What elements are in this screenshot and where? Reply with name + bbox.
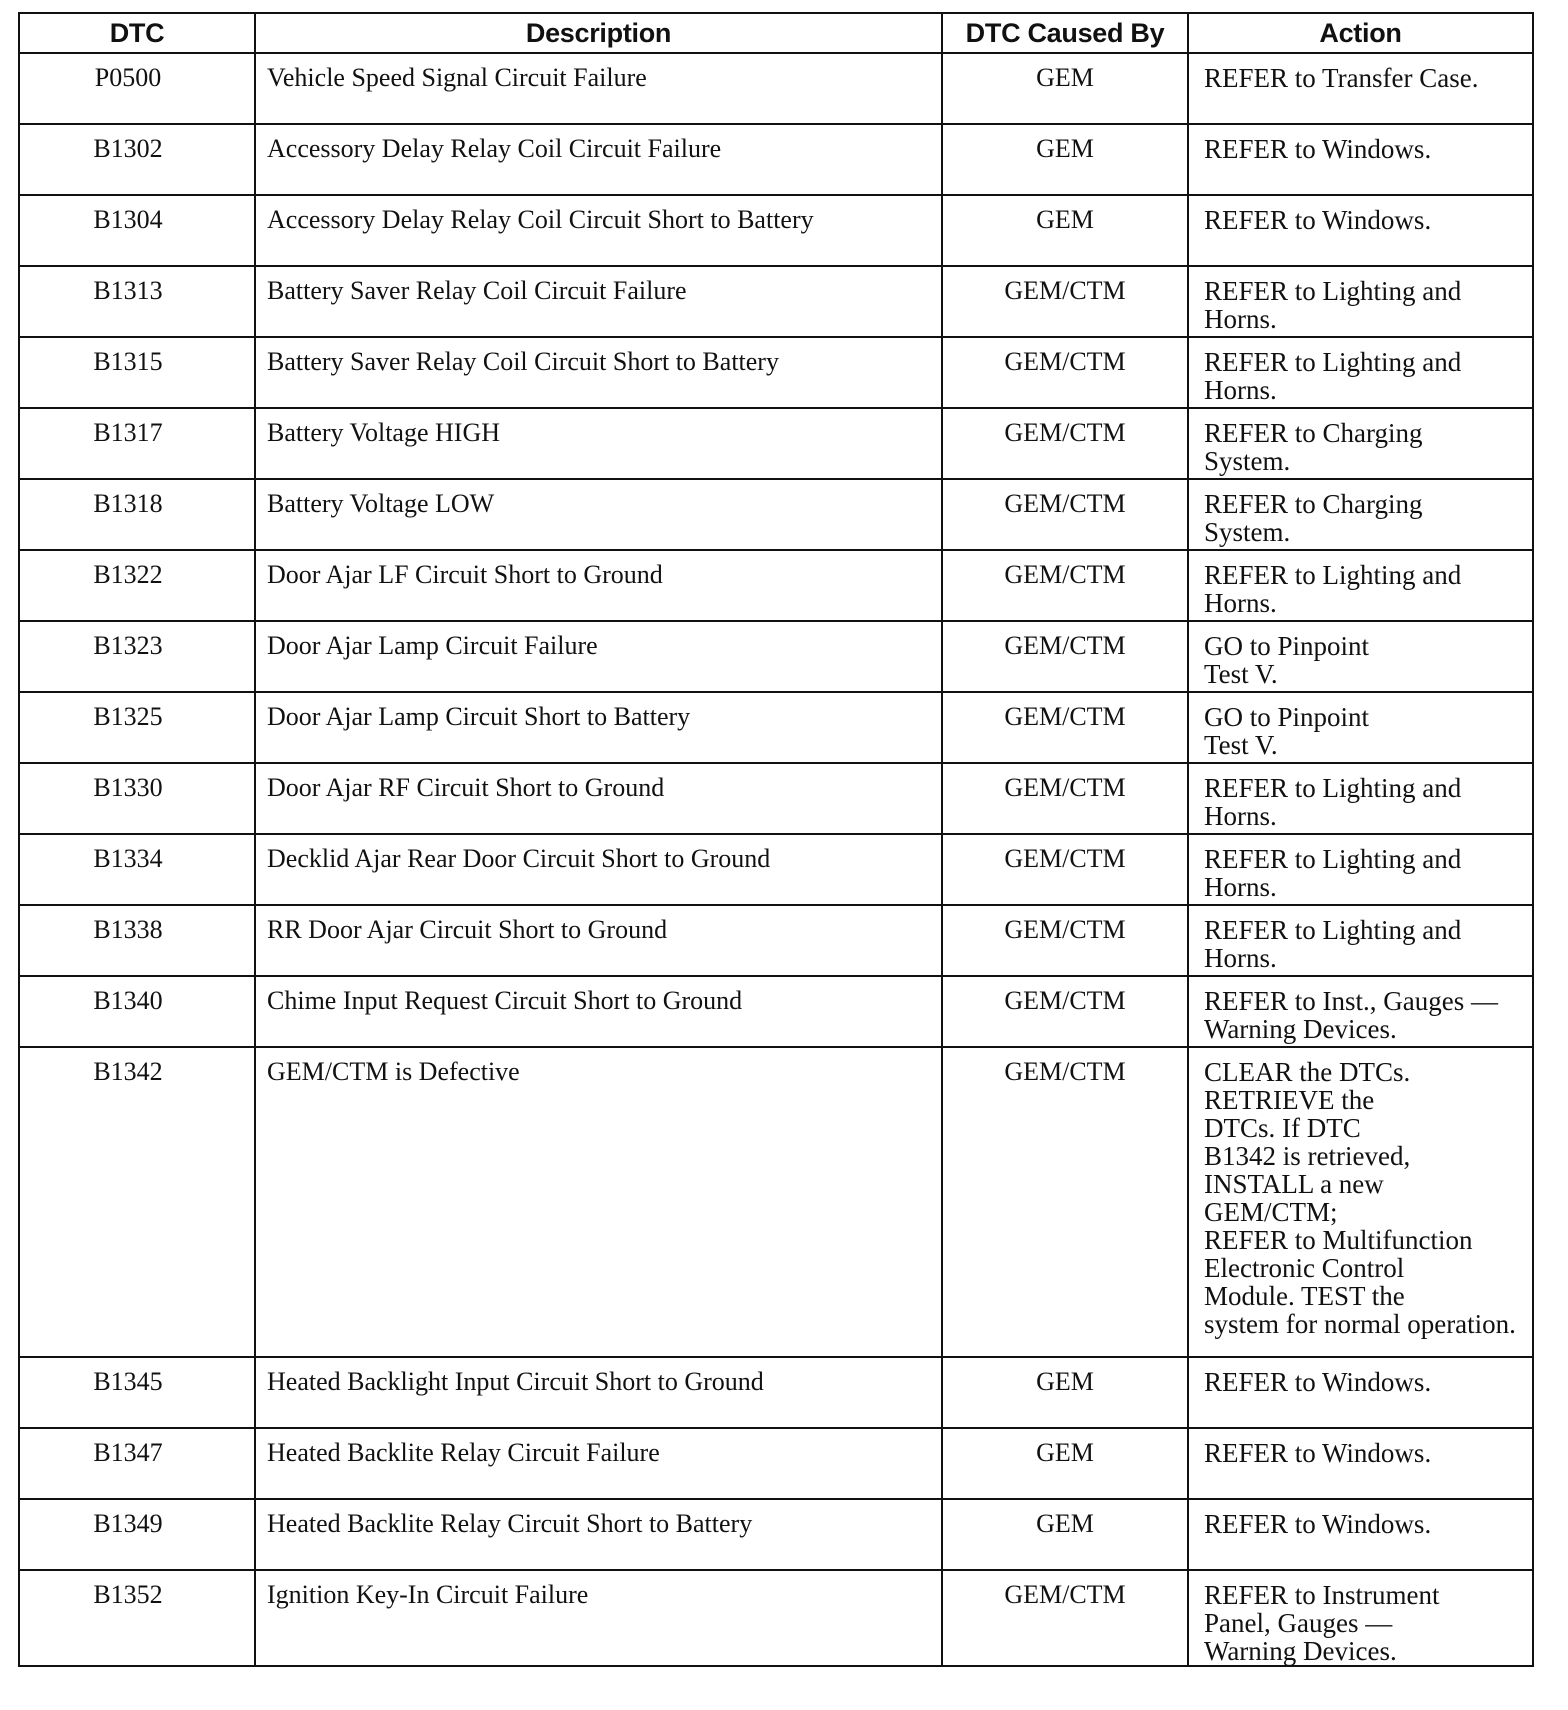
dtc-code: B1304 — [93, 205, 163, 234]
dtc-code: B1340 — [93, 986, 163, 1015]
dtc-description: Battery Saver Relay Coil Circuit Short to Battery — [267, 347, 779, 376]
dtc-caused-by-cell — [942, 1570, 1188, 1666]
dtc-action: REFER to Lighting and Horns. — [1204, 560, 1462, 618]
dtc-caused-by: GEM/CTM — [1004, 347, 1126, 376]
dtc-description: Heated Backlite Relay Circuit Short to Battery — [267, 1509, 753, 1538]
dtc-caused-by: GEM/CTM — [1004, 1580, 1126, 1609]
dtc-description-cell — [255, 905, 942, 976]
dtc-caused-by-cell — [942, 124, 1188, 195]
dtc-description: Heated Backlite Relay Circuit Failure — [267, 1438, 660, 1467]
dtc-caused-by: GEM/CTM — [1004, 986, 1126, 1015]
dtc-code-cell — [19, 834, 255, 905]
table-header — [19, 13, 1533, 53]
dtc-action-cell — [1188, 976, 1533, 1047]
dtc-description-cell — [255, 550, 942, 621]
table-row — [19, 479, 1533, 550]
dtc-description-cell — [255, 195, 942, 266]
dtc-description-cell — [255, 53, 942, 124]
dtc-code-cell — [19, 479, 255, 550]
dtc-action-cell — [1188, 266, 1533, 337]
dtc-code-cell — [19, 337, 255, 408]
table-row — [19, 692, 1533, 763]
dtc-action: REFER to Lighting and Horns. — [1204, 347, 1462, 405]
dtc-code: B1322 — [93, 560, 163, 589]
dtc-caused-by-cell — [942, 1428, 1188, 1499]
dtc-action: REFER to Charging System. — [1204, 418, 1423, 476]
dtc-description: Accessory Delay Relay Coil Circuit Short to Battery — [267, 205, 814, 234]
dtc-action: REFER to Transfer Case. — [1204, 63, 1479, 93]
table-row — [19, 266, 1533, 337]
dtc-description-cell — [255, 479, 942, 550]
dtc-code: B1349 — [93, 1509, 163, 1538]
table-row — [19, 53, 1533, 124]
dtc-code: B1334 — [93, 844, 163, 873]
dtc-action-cell — [1188, 905, 1533, 976]
table-row — [19, 337, 1533, 408]
dtc-action-cell — [1188, 337, 1533, 408]
dtc-code-cell — [19, 692, 255, 763]
dtc-action-cell — [1188, 479, 1533, 550]
dtc-caused-by-cell — [942, 550, 1188, 621]
dtc-description: Accessory Delay Relay Coil Circuit Failure — [267, 134, 722, 163]
dtc-code-cell — [19, 266, 255, 337]
dtc-code: B1318 — [93, 489, 163, 518]
dtc-action: REFER to Lighting and Horns. — [1204, 276, 1462, 334]
dtc-caused-by-cell — [942, 266, 1188, 337]
dtc-code-cell — [19, 1047, 255, 1357]
dtc-caused-by-cell — [942, 1499, 1188, 1570]
dtc-description: Battery Voltage LOW — [267, 489, 495, 518]
dtc-caused-by: GEM/CTM — [1004, 702, 1126, 731]
dtc-code: B1315 — [93, 347, 163, 376]
dtc-code-cell — [19, 1428, 255, 1499]
dtc-description-cell — [255, 692, 942, 763]
dtc-code: B1342 — [93, 1057, 163, 1086]
dtc-action: CLEAR the DTCs. RETRIEVE the DTCs. If DTC B1342 is retrieved, INSTALL a new GEM/CTM; REFER to Multifunction Electronic Control Module. TEST the system for normal operation. — [1204, 1057, 1516, 1339]
dtc-caused-by-cell — [942, 692, 1188, 763]
dtc-code: B1323 — [93, 631, 163, 660]
dtc-code: P0500 — [94, 63, 162, 92]
dtc-caused-by-cell — [942, 1047, 1188, 1357]
header-action: Action — [1188, 13, 1533, 53]
dtc-caused-by-cell — [942, 621, 1188, 692]
dtc-caused-by-cell — [942, 1357, 1188, 1428]
dtc-description-cell — [255, 976, 942, 1047]
dtc-caused-by: GEM/CTM — [1004, 915, 1126, 944]
dtc-action-cell — [1188, 621, 1533, 692]
table-body — [19, 53, 1533, 1666]
dtc-description: Heated Backlight Input Circuit Short to Ground — [267, 1367, 764, 1396]
dtc-action-cell — [1188, 1047, 1533, 1357]
dtc-code: B1325 — [93, 702, 163, 731]
dtc-description: Vehicle Speed Signal Circuit Failure — [267, 63, 647, 92]
dtc-code-cell — [19, 1499, 255, 1570]
dtc-description-cell — [255, 1570, 942, 1666]
dtc-caused-by: GEM/CTM — [1004, 276, 1126, 305]
table-row — [19, 1047, 1533, 1357]
dtc-caused-by-cell — [942, 408, 1188, 479]
dtc-action: REFER to Instrument Panel, Gauges — Warning Devices. — [1204, 1580, 1440, 1666]
table-row — [19, 834, 1533, 905]
table-row — [19, 1357, 1533, 1428]
dtc-caused-by: GEM/CTM — [1004, 773, 1126, 802]
dtc-description: Door Ajar Lamp Circuit Failure — [267, 631, 598, 660]
dtc-action: REFER to Lighting and Horns. — [1204, 773, 1462, 831]
dtc-caused-by: GEM/CTM — [1004, 844, 1126, 873]
dtc-description: Battery Saver Relay Coil Circuit Failure — [267, 276, 687, 305]
dtc-caused-by: GEM/CTM — [1004, 489, 1126, 518]
dtc-action-cell — [1188, 124, 1533, 195]
table-row — [19, 550, 1533, 621]
dtc-caused-by-cell — [942, 834, 1188, 905]
dtc-code: B1345 — [93, 1367, 163, 1396]
dtc-caused-by-cell — [942, 976, 1188, 1047]
dtc-code-cell — [19, 124, 255, 195]
dtc-action-cell — [1188, 53, 1533, 124]
dtc-description-cell — [255, 408, 942, 479]
table-row — [19, 763, 1533, 834]
dtc-description: Ignition Key-In Circuit Failure — [267, 1580, 589, 1609]
table-row — [19, 195, 1533, 266]
table-row — [19, 621, 1533, 692]
dtc-code-cell — [19, 1570, 255, 1666]
dtc-description: Battery Voltage HIGH — [267, 418, 500, 447]
dtc-action-cell — [1188, 834, 1533, 905]
dtc-code-cell — [19, 763, 255, 834]
dtc-caused-by: GEM — [1036, 1367, 1094, 1396]
dtc-code: B1352 — [93, 1580, 163, 1609]
table-row — [19, 124, 1533, 195]
dtc-caused-by-cell — [942, 905, 1188, 976]
dtc-code: B1347 — [93, 1438, 163, 1467]
dtc-caused-by: GEM/CTM — [1004, 1057, 1126, 1086]
header-row — [19, 13, 1533, 53]
dtc-caused-by-cell — [942, 763, 1188, 834]
dtc-action: REFER to Windows. — [1204, 134, 1432, 164]
dtc-description-cell — [255, 337, 942, 408]
dtc-code: B1330 — [93, 773, 163, 802]
dtc-code-cell — [19, 621, 255, 692]
dtc-description: RR Door Ajar Circuit Short to Ground — [267, 915, 668, 944]
dtc-description-cell — [255, 1047, 942, 1357]
dtc-action-cell — [1188, 763, 1533, 834]
dtc-action: REFER to Windows. — [1204, 1438, 1432, 1468]
dtc-action: REFER to Charging System. — [1204, 489, 1423, 547]
dtc-description-cell — [255, 1357, 942, 1428]
dtc-action: REFER to Windows. — [1204, 1509, 1432, 1539]
dtc-code-cell — [19, 195, 255, 266]
dtc-description-cell — [255, 834, 942, 905]
dtc-code-cell — [19, 976, 255, 1047]
dtc-description-cell — [255, 1428, 942, 1499]
dtc-action-cell — [1188, 408, 1533, 479]
dtc-action-cell — [1188, 195, 1533, 266]
table-row — [19, 408, 1533, 479]
dtc-action-cell — [1188, 1357, 1533, 1428]
dtc-action: REFER to Lighting and Horns. — [1204, 915, 1462, 973]
dtc-code-cell — [19, 905, 255, 976]
table-row — [19, 976, 1533, 1047]
dtc-action: GO to Pinpoint Test V. — [1204, 631, 1370, 689]
dtc-description: Chime Input Request Circuit Short to Ground — [267, 986, 743, 1015]
dtc-caused-by: GEM/CTM — [1004, 418, 1126, 447]
dtc-action-cell — [1188, 1499, 1533, 1570]
dtc-action-cell — [1188, 550, 1533, 621]
dtc-code-cell — [19, 53, 255, 124]
dtc-description-cell — [255, 1499, 942, 1570]
dtc-code: B1313 — [93, 276, 163, 305]
dtc-action-cell — [1188, 1428, 1533, 1499]
dtc-description-cell — [255, 266, 942, 337]
dtc-caused-by-cell — [942, 53, 1188, 124]
dtc-description-cell — [255, 763, 942, 834]
dtc-code: B1302 — [93, 134, 163, 163]
dtc-code: B1317 — [93, 418, 163, 447]
table-row — [19, 1570, 1533, 1666]
dtc-action: REFER to Windows. — [1204, 1367, 1432, 1397]
dtc-description: Door Ajar RF Circuit Short to Ground — [267, 773, 665, 802]
dtc-caused-by: GEM/CTM — [1004, 631, 1126, 660]
dtc-code: B1338 — [93, 915, 163, 944]
dtc-description: Door Ajar Lamp Circuit Short to Battery — [267, 702, 691, 731]
dtc-table — [18, 12, 1534, 1667]
dtc-action: REFER to Lighting and Horns. — [1204, 844, 1462, 902]
dtc-code-cell — [19, 1357, 255, 1428]
dtc-action-cell — [1188, 1570, 1533, 1666]
dtc-caused-by: GEM — [1036, 1509, 1094, 1538]
header-caused-by: DTC Caused By — [942, 13, 1188, 53]
dtc-caused-by: GEM — [1036, 205, 1094, 234]
dtc-caused-by-cell — [942, 479, 1188, 550]
dtc-caused-by: GEM — [1036, 1438, 1094, 1467]
header-description: Description — [255, 13, 942, 53]
dtc-caused-by: GEM — [1036, 63, 1094, 92]
dtc-action: GO to Pinpoint Test V. — [1204, 702, 1370, 760]
dtc-description: GEM/CTM is Defective — [267, 1057, 520, 1086]
dtc-action-cell — [1188, 692, 1533, 763]
table-row — [19, 905, 1533, 976]
dtc-code-cell — [19, 408, 255, 479]
dtc-action: REFER to Windows. — [1204, 205, 1432, 235]
dtc-code-cell — [19, 550, 255, 621]
dtc-description: Door Ajar LF Circuit Short to Ground — [267, 560, 663, 589]
dtc-description-cell — [255, 124, 942, 195]
dtc-action: REFER to Inst., Gauges — Warning Devices. — [1204, 986, 1498, 1044]
table-row — [19, 1428, 1533, 1499]
header-dtc: DTC — [19, 13, 255, 53]
dtc-description-cell — [255, 621, 942, 692]
dtc-caused-by: GEM/CTM — [1004, 560, 1126, 589]
dtc-caused-by-cell — [942, 195, 1188, 266]
dtc-description: Decklid Ajar Rear Door Circuit Short to Ground — [267, 844, 771, 873]
dtc-caused-by-cell — [942, 337, 1188, 408]
table-row — [19, 1499, 1533, 1570]
dtc-caused-by: GEM — [1036, 134, 1094, 163]
